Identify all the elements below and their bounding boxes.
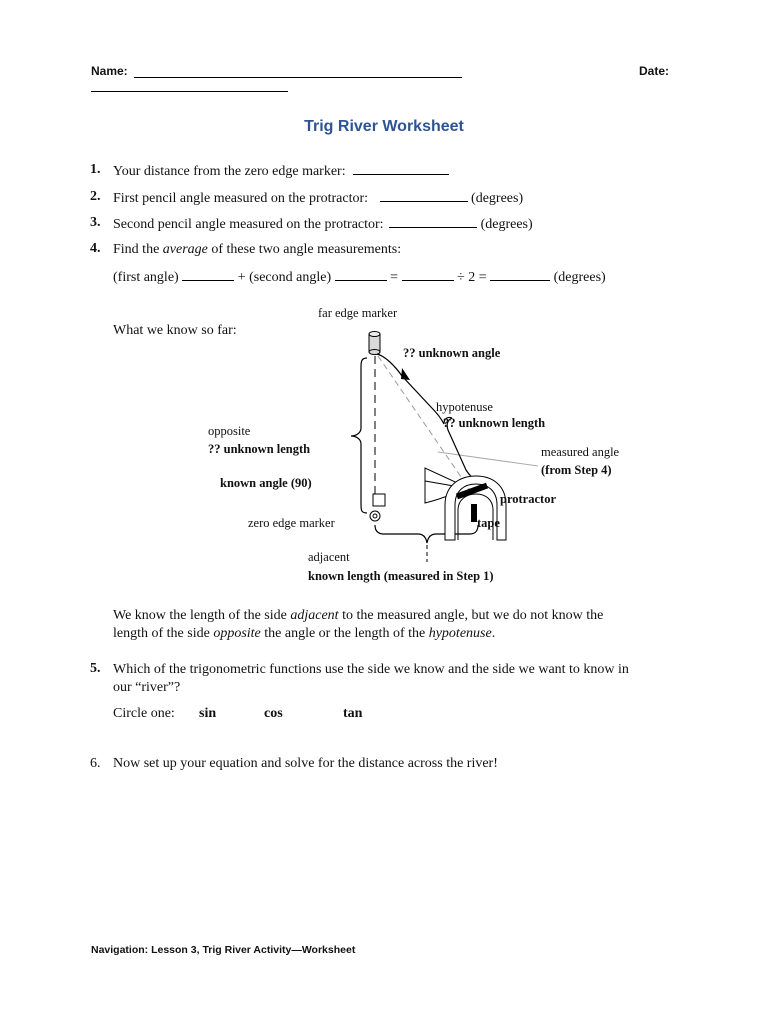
- q4-prompt-pre: Find the: [113, 242, 163, 257]
- right-angle-box: [373, 494, 385, 506]
- q1-prompt: Your distance from the zero edge marker:: [113, 164, 346, 179]
- opposite-brace: [351, 358, 367, 513]
- p1-pre: We know the length of the side: [113, 608, 291, 623]
- name-label: Name:: [91, 64, 128, 78]
- opposite-unknown-label: ?? unknown length: [208, 442, 311, 456]
- q4-divide: ÷ 2 =: [457, 270, 487, 285]
- from-step4-label: (from Step 4): [541, 463, 612, 477]
- measured-angle-pointer: [438, 452, 538, 466]
- p1-em: adjacent: [290, 608, 339, 623]
- p1-post: to the measured angle, but we do not know the: [338, 608, 604, 623]
- option-tan[interactable]: tan: [343, 706, 363, 721]
- q5-text: [113, 661, 713, 697]
- q4-number: 4.: [90, 241, 101, 256]
- paragraph-line-1: [113, 607, 603, 625]
- protractor-label: protractor: [500, 492, 556, 506]
- q6-text: Now set up your equation and solve for the distance across the river!: [113, 756, 498, 771]
- far-edge-marker-label: far edge marker: [318, 306, 398, 320]
- q2-units: (degrees): [471, 191, 524, 206]
- p2-pre: length of the side: [113, 626, 214, 641]
- zero-edge-marker-label: zero edge marker: [248, 516, 335, 530]
- option-sin[interactable]: sin: [199, 706, 217, 721]
- date-label: Date:: [639, 64, 670, 78]
- q1-number: 1.: [90, 162, 101, 177]
- q4-prompt-em: average: [162, 242, 208, 257]
- q4-first-angle-label: (first angle): [113, 270, 179, 285]
- adjacent-brace: [375, 525, 478, 543]
- q3-number: 3.: [90, 215, 101, 230]
- unknown-angle-label: ?? unknown angle: [403, 346, 501, 360]
- diagram-intro: What we know so far:: [113, 323, 237, 338]
- q5-number: 5.: [90, 661, 101, 676]
- p2-post: .: [491, 626, 496, 641]
- page-title: Trig River Worksheet: [304, 118, 464, 135]
- q2-prompt: First pencil angle measured on the protractor:: [113, 191, 369, 206]
- footer-navigation: Navigation: Lesson 3, Trig River Activity—Worksheet: [91, 944, 356, 956]
- q4-prompt-post: of these two angle measurements:: [207, 242, 402, 257]
- known-length-label: known length (measured in Step 1): [308, 569, 494, 583]
- hypotenuse-label: hypotenuse: [436, 400, 493, 414]
- tape-label: tape: [477, 516, 500, 530]
- far-edge-marker-icon: [369, 332, 380, 355]
- q4-equals: =: [390, 270, 399, 285]
- q5-circle-label: Circle one:: [113, 706, 175, 721]
- explanation-paragraph: [113, 607, 603, 643]
- paragraph-line-2: [113, 625, 603, 643]
- q3-prompt: Second pencil angle measured on the protractor:: [113, 217, 384, 232]
- q3-units: (degrees): [480, 217, 533, 232]
- q5-line-2: our “river”?: [113, 680, 181, 695]
- q4-second-angle-label: + (second angle): [237, 270, 332, 285]
- opposite-label: opposite: [208, 424, 251, 438]
- q5-line-1: Which of the trigonometric functions use the side we know and the side we want to know in: [113, 662, 629, 677]
- option-cos[interactable]: cos: [264, 706, 283, 721]
- q2-number: 2.: [90, 189, 101, 204]
- measured-angle-label: measured angle: [541, 445, 620, 459]
- p2-em: opposite: [213, 626, 261, 641]
- hypotenuse-arrowhead: [401, 368, 410, 380]
- adjacent-label: adjacent: [308, 550, 350, 564]
- p2-mid: the angle or the length of the: [260, 626, 429, 641]
- known-angle-label: known angle (90): [220, 476, 312, 490]
- q4-units: (degrees): [553, 270, 606, 285]
- q6-number: 6.: [90, 756, 101, 771]
- zero-edge-marker-icon: [370, 511, 380, 521]
- p2-em2: hypotenuse: [428, 626, 492, 641]
- hypotenuse-unknown-label: ?? unknown length: [443, 416, 546, 430]
